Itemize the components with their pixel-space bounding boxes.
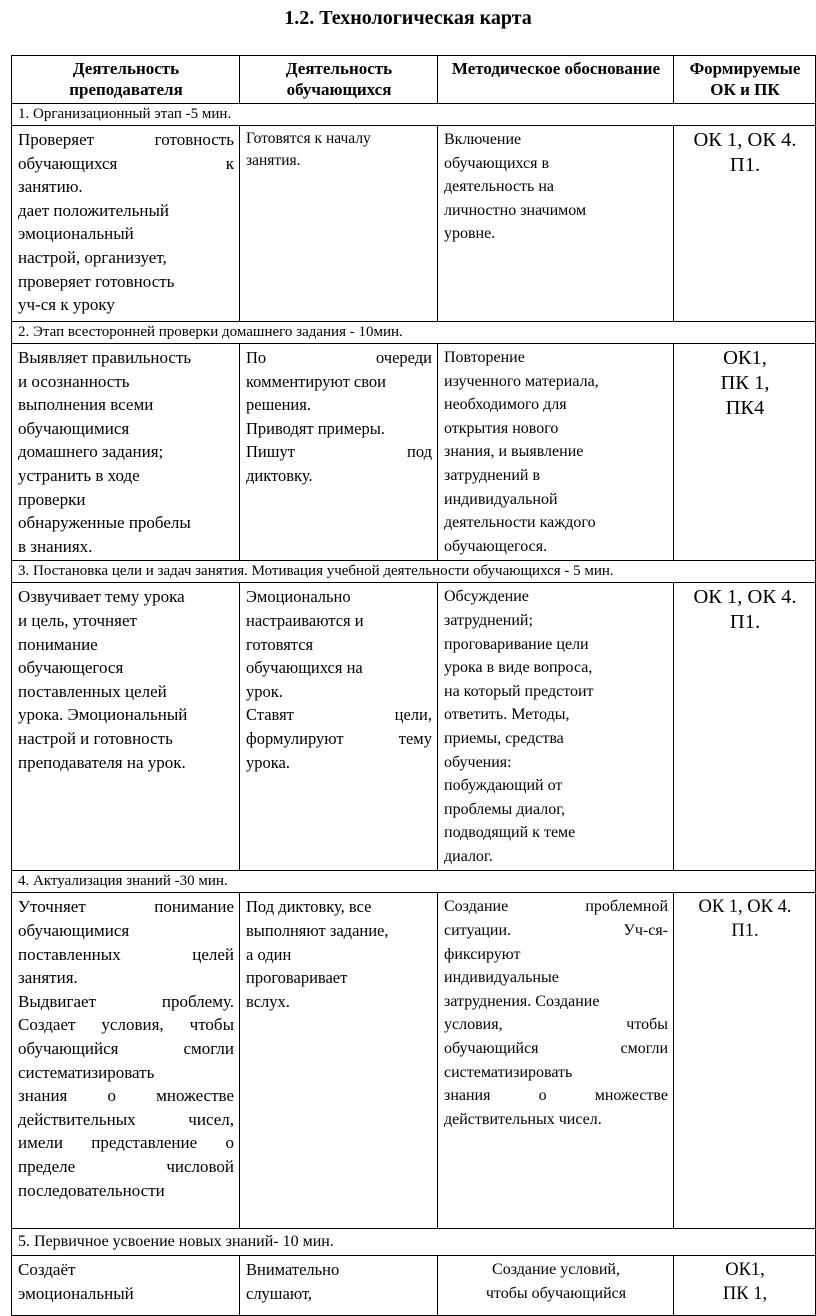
- text-line: индивидуальные: [444, 969, 559, 987]
- text-line: чтобы обучающийся: [485, 1285, 627, 1303]
- header-teacher: Деятельность преподавателя: [12, 56, 240, 104]
- students-cell: [240, 344, 438, 561]
- text-line: уч-ся к уроку: [18, 295, 115, 315]
- competencies-cell: [674, 344, 816, 561]
- text-line: обучения:: [444, 753, 512, 771]
- text-line: Под диктовку, все: [246, 897, 372, 917]
- text-line: проговаривает: [246, 968, 348, 988]
- teacher-cell: [12, 344, 240, 561]
- text-line: эмоциональный: [18, 1284, 134, 1304]
- text-line: По очереди: [246, 348, 432, 367]
- text-line: преподавателя на урок.: [18, 752, 186, 772]
- text-line: открытия нового: [444, 419, 559, 437]
- text-line: ОК 1, ОК 4.: [698, 897, 792, 918]
- text-line: настраиваются и: [246, 610, 364, 630]
- stage-row: [12, 561, 816, 583]
- text-line: П1.: [729, 611, 761, 634]
- text-line: решения.: [246, 395, 311, 415]
- text-line: урока.: [246, 752, 290, 772]
- text-line: урока в виде вопроса,: [444, 659, 593, 677]
- stage-row: [12, 104, 816, 126]
- text-line: обучающихся на: [246, 658, 363, 678]
- table-row: [12, 1256, 816, 1316]
- text-line: домашнего задания;: [18, 442, 164, 462]
- text-line: ПК 1,: [722, 1284, 768, 1305]
- text-line: на который предстоит: [444, 682, 594, 700]
- text-line: обучающегося.: [444, 537, 548, 555]
- text-line: занятию.: [18, 177, 83, 197]
- table-row: [12, 893, 816, 1229]
- text-line: знания о множестве: [444, 1087, 668, 1105]
- text-line: и цель, уточняет: [18, 610, 137, 630]
- competencies-cell: [674, 126, 816, 322]
- text-line: Создание условий,: [492, 1261, 620, 1279]
- stage-label: 2. Этап всесторонней проверки домашнего задания - 10мин.: [12, 322, 816, 344]
- table-row: [12, 344, 816, 561]
- text-line: поставленных целей: [18, 944, 234, 964]
- students-cell: [240, 126, 438, 322]
- text-line: проблемы диалог,: [444, 800, 565, 818]
- text-line: Внимательно: [246, 1260, 340, 1280]
- text-line: обучающийся смогли: [444, 1040, 668, 1058]
- text-line: ОК 1, ОК 4.: [693, 586, 797, 609]
- text-line: подводящий к теме: [444, 824, 576, 842]
- stage-label: 1. Организационный этап -5 мин.: [12, 104, 816, 126]
- text-line: изученного материала,: [444, 372, 599, 390]
- text-line: диктовку.: [246, 465, 313, 485]
- text-line: обучающегося: [18, 658, 124, 678]
- stage-row: [12, 322, 816, 344]
- text-line: систематизировать: [18, 1062, 155, 1082]
- text-line: Приводят примеры.: [246, 418, 385, 438]
- competencies-cell: [674, 1256, 816, 1316]
- text-line: Создает условия, чтобы: [18, 1015, 234, 1035]
- text-line: а один: [246, 944, 292, 964]
- text-line: обучающихся к: [18, 153, 234, 173]
- text-line: затруднений;: [444, 611, 533, 629]
- text-line: индивидуальной: [444, 490, 558, 508]
- text-line: в знаниях.: [18, 536, 93, 556]
- header-method: Методическое обоснование: [438, 56, 674, 104]
- text-line: знания, и выявление: [444, 443, 584, 461]
- header-competencies: Формируемые ОК и ПК: [674, 56, 816, 104]
- text-line: Проверяет готовность: [18, 130, 234, 149]
- text-line: дает положительный: [18, 200, 170, 220]
- stage-row: [12, 871, 816, 893]
- text-line: урока. Эмоциональный: [18, 705, 188, 725]
- method-cell: [438, 1256, 674, 1316]
- table-row: [12, 583, 816, 871]
- text-line: приемы, средства: [444, 729, 564, 747]
- method-cell: [438, 344, 674, 561]
- students-cell: [240, 583, 438, 871]
- text-line: формулируют тему: [246, 728, 432, 748]
- text-line: обучающимися: [18, 418, 130, 438]
- stage-label: 5. Первичное усвоение новых знаний- 10 мин.: [12, 1229, 816, 1256]
- text-line: действительных чисел.: [444, 1110, 602, 1128]
- table-row: [12, 126, 816, 322]
- text-line: П1.: [729, 154, 761, 176]
- text-line: затруднения. Создание: [444, 992, 600, 1010]
- page-title: 1.2. Технологическая карта: [284, 7, 532, 29]
- text-line: понимание: [18, 634, 98, 654]
- text-line: настрой, организует,: [18, 247, 167, 267]
- teacher-cell: [12, 583, 240, 871]
- text-line: последовательности: [18, 1180, 165, 1200]
- text-line: вслух.: [246, 991, 290, 1011]
- text-line: диалог.: [444, 847, 493, 865]
- text-line: деятельность на: [444, 178, 554, 196]
- text-line: и осознанность: [18, 371, 130, 391]
- text-line: ситуации. Уч-ся-: [444, 922, 668, 940]
- text-line: Эмоционально: [246, 587, 351, 607]
- text-line: проговаривание цели: [444, 635, 589, 653]
- text-line: выполняют задание,: [246, 921, 389, 941]
- text-line: побуждающий от: [444, 777, 563, 795]
- text-line: Пишут под: [246, 442, 432, 462]
- text-line: пределе числовой: [18, 1157, 234, 1176]
- text-line: Озвучивает тему урока: [18, 587, 185, 607]
- text-line: слушают,: [246, 1284, 313, 1304]
- text-line: ОК 1, ОК 4.: [693, 129, 797, 151]
- method-cell: [438, 583, 674, 871]
- header-students: Деятельность обучающихся: [240, 56, 438, 104]
- text-line: ОК1,: [723, 347, 767, 369]
- teacher-cell: [12, 893, 240, 1229]
- text-line: урок.: [246, 681, 283, 701]
- text-line: обучающимися: [18, 921, 130, 941]
- text-line: обучающихся в: [444, 154, 550, 172]
- text-line: необходимого для: [444, 396, 567, 414]
- competencies-cell: [674, 893, 816, 1229]
- text-line: эмоциональный: [18, 224, 134, 244]
- text-line: готовятся: [246, 634, 314, 654]
- text-line: Выявляет правильность: [18, 348, 192, 367]
- teacher-cell: [12, 1256, 240, 1316]
- text-line: затруднений в: [444, 466, 541, 484]
- text-line: систематизировать: [444, 1063, 573, 1081]
- text-line: уровне.: [444, 225, 496, 243]
- stage-row: [12, 1229, 816, 1256]
- text-line: знания о множестве: [18, 1086, 234, 1106]
- text-line: Выдвигает проблему.: [18, 991, 234, 1011]
- text-line: имели представление о: [18, 1133, 234, 1153]
- text-line: обнаруженные пробелы: [18, 513, 191, 533]
- text-line: ОК1,: [725, 1260, 765, 1281]
- competencies-cell: [674, 583, 816, 871]
- text-line: поставленных целей: [18, 681, 167, 701]
- text-line: устранить в ходе: [18, 465, 140, 485]
- text-line: занятия.: [18, 968, 78, 988]
- method-cell: [438, 126, 674, 322]
- text-line: Ставят цели,: [246, 705, 432, 725]
- text-line: Включение: [444, 131, 522, 148]
- text-line: обучающийся смогли: [18, 1039, 234, 1059]
- stage-label: 4. Актуализация знаний -30 мин.: [12, 871, 816, 893]
- text-line: личностно значимом: [444, 201, 587, 219]
- text-line: деятельности каждого: [444, 514, 596, 532]
- text-line: проверки: [18, 489, 86, 509]
- text-line: ответить. Методы,: [444, 706, 570, 724]
- text-line: фиксируют: [444, 945, 521, 963]
- text-line: Готовятся к началу: [246, 130, 371, 147]
- text-line: выполнения всеми: [18, 395, 154, 415]
- text-line: действительных чисел,: [18, 1109, 234, 1129]
- header-row: [12, 56, 816, 104]
- text-line: Создание проблемной: [444, 898, 668, 916]
- text-line: настрой и готовность: [18, 728, 173, 748]
- teacher-cell: [12, 126, 240, 322]
- students-cell: [240, 1256, 438, 1316]
- text-line: Обсуждение: [444, 588, 529, 606]
- technology-map-table: [11, 55, 816, 1316]
- text-line: ПК 1,: [720, 372, 770, 394]
- text-line: ПК4: [725, 397, 765, 419]
- text-line: проверяет готовность: [18, 271, 175, 291]
- text-line: Повторение: [444, 349, 525, 366]
- text-line: Создаёт: [18, 1260, 76, 1280]
- text-line: Уточняет понимание: [18, 897, 234, 917]
- students-cell: [240, 893, 438, 1229]
- text-line: занятия.: [246, 152, 301, 169]
- text-line: П1.: [731, 921, 759, 942]
- text-line: комментируют свои: [246, 371, 387, 391]
- text-line: условия, чтобы: [444, 1016, 668, 1034]
- method-cell: [438, 893, 674, 1229]
- stage-label: 3. Постановка цели и задач занятия. Мотивация учебной деятельности обучающихся - 5 мин.: [12, 561, 816, 583]
